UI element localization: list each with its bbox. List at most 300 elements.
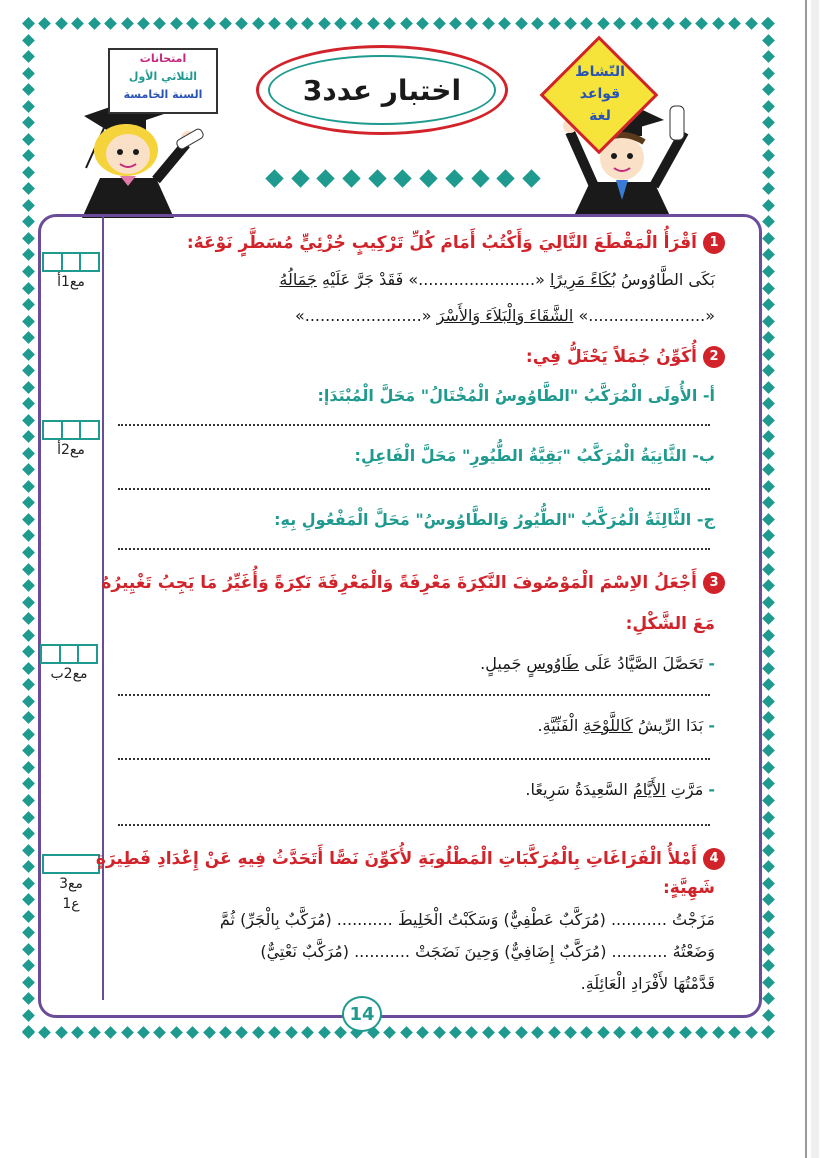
q1-text-mid: فَقَدْ جَرَّ عَلَيْهِ [321,270,404,289]
border-diamond [22,497,35,510]
border-diamond [762,959,775,972]
border-diamond [22,811,35,824]
border-diamond [170,1026,183,1039]
border-diamond [762,348,775,361]
border-diamond [548,1026,561,1039]
title-oval [256,45,508,135]
border-diamond [71,17,84,30]
border-diamond [22,348,35,361]
border-diamond [762,513,775,526]
border-diamond [22,298,35,311]
q4-text-line-2: وَضَعْتُهُ ........... (مُرَكَّبٌ إِضَافِيٌّ) وَحِينَ نَضَجَتْ ........... (مُرَكَّبٌ نَعْتِيٌّ) [260,942,715,961]
border-diamond [301,1026,314,1039]
border-diamond [728,1026,741,1039]
border-diamond [762,877,775,890]
border-diamond [22,265,35,278]
q3-sentence-2 [538,716,715,735]
border-diamond [695,1026,708,1039]
border-diamond [762,463,775,476]
border-diamond [121,1026,134,1039]
q3-answer-line-2[interactable] [118,758,710,760]
border-diamond [762,17,775,30]
border-diamond [762,992,775,1005]
q4-prompt-line-2: شَهِيَّةٍ: [663,878,715,898]
border-diamond [416,1026,429,1039]
border-diamond [71,1026,84,1039]
border-diamond [482,1026,495,1039]
border-diamond [762,497,775,510]
border-diamond [367,17,380,30]
border-diamond [445,169,463,187]
q1-prompt-text: اَقْرَأُ الْمَقْطَعَ التَّالِيَ وَأَكْتُبُ أَمَامَ كُلِّ تَرْكِيبٍ جُزْئِيٍّ مُسَطَّرٍ نَوْعَهُ: [186,233,697,253]
q2-prompt [526,346,725,368]
border-diamond [419,169,437,187]
border-diamond [22,430,35,443]
border-diamond [285,17,298,30]
grade-box-q1 [42,252,100,290]
border-diamond [597,17,610,30]
border-diamond [522,169,540,187]
border-diamond [646,1026,659,1039]
border-diamond [762,745,775,758]
q3-prompt-text: أَجْعَلُ الاِسْمَ الْمَوْصُوفَ النَّكِرَةَ مَعْرِفَةً وَالْمَعْرِفَةَ نَكِرَةً وَأُغَيِّرُ مَا يَجِبُ تَغْيِيرُهُ [101,573,697,593]
border-diamond [291,169,309,187]
border-diamond [318,17,331,30]
border-diamond [498,17,511,30]
border-diamond [22,182,35,195]
border-diamond [186,17,199,30]
border-diamond [762,761,775,774]
border-diamond [745,17,758,30]
border-diamond [762,1026,775,1039]
border-diamond [762,546,775,559]
border-diamond [394,169,412,187]
border-diamond [203,1026,216,1039]
q1-number: 1 [703,232,725,254]
border-diamond [762,943,775,956]
border-diamond [22,381,35,394]
title-diamond-row [268,172,538,185]
border-diamond [55,17,68,30]
border-diamond [265,169,283,187]
border-diamond [22,331,35,344]
border-diamond [466,17,479,30]
q3-answer-line-1[interactable] [118,694,710,696]
border-diamond [334,1026,347,1039]
border-diamond [342,169,360,187]
border-diamond [22,315,35,328]
border-diamond [496,169,514,187]
border-diamond [22,166,35,179]
border-diamond [22,116,35,129]
border-diamond [22,910,35,923]
grade-label-q3: مع2ب [50,666,88,682]
q2-item-c: ج- الثَّالِثَةُ الْمُرَكَّبُ "الطُّيُورُ وَالطَّاوُوسُ" مَحَلَّ الْمَفْعُولِ بِهِ: [274,510,715,529]
border-diamond [22,877,35,890]
border-diamond [22,1026,35,1039]
border-diamond [762,67,775,80]
border-diamond [400,1026,413,1039]
grade-box-q2 [42,420,100,458]
q1-underlined-3: الشَّقَاءَ وَالْبَلاَءَ وَالأَسْرَ [436,306,574,325]
q2-prompt-text: أُكَوِّنُ جُمَلاً يَحْتَلُّ فِي: [525,347,697,367]
activity-sign-line-3: لغة [589,108,611,124]
q4-text-line-1: مَزَجْتُ ........... (مُرَكَّبٌ عَطْفِيٌّ) وَسَكَبْتُ الْخَلِيطَ ........... (مُرَكَّبٌ بِالْجَرِّ) ثُمَّ [219,910,715,929]
q3-sentence-1 [480,654,715,673]
q3-bullet-3: - [708,780,715,799]
border-diamond [22,745,35,758]
border-diamond [383,1026,396,1039]
border-right [764,19,773,1037]
q1-text: بَكَى الطَّاوُوسُ [620,270,715,289]
border-diamond [22,629,35,642]
q3-sentence-3-post: السَّعِيدَةُ سَرِيعًا. [525,780,628,799]
border-diamond [762,976,775,989]
border-diamond [22,695,35,708]
border-diamond [679,17,692,30]
border-diamond [252,17,265,30]
border-diamond [762,629,775,642]
border-diamond [22,596,35,609]
q4-prompt [96,848,725,870]
border-diamond [663,1026,676,1039]
q2-item-b: ب- الثَّانِيَةُ الْمُرَكَّبُ "بَقِيَّةُ الطُّيُورِ" مَحَلَّ الْفَاعِلِ: [354,446,715,465]
border-diamond [762,596,775,609]
border-diamond [22,662,35,675]
border-diamond [762,1009,775,1022]
border-diamond [762,579,775,592]
border-diamond [22,926,35,939]
q1-blank-2[interactable]: «.......................» [578,306,715,325]
border-diamond [104,1026,117,1039]
q2-number: 2 [703,346,725,368]
border-diamond [433,17,446,30]
border-diamond [762,199,775,212]
border-diamond [531,1026,544,1039]
border-diamond [22,50,35,63]
border-bottom [24,1028,772,1037]
border-diamond [564,17,577,30]
border-diamond [762,315,775,328]
q3-bullet-1: - [708,654,715,673]
border-diamond [22,761,35,774]
border-diamond [630,17,643,30]
border-diamond [762,728,775,741]
border-diamond [22,844,35,857]
q1-underlined-2: جَمَالُهُ [279,270,317,289]
border-diamond [22,893,35,906]
border-diamond [762,778,775,791]
q3-sentence-2-underlined: كَاللَّوْحَةِ [583,716,633,735]
border-diamond [762,50,775,63]
border-diamond [334,17,347,30]
border-diamond [630,1026,643,1039]
border-diamond [762,811,775,824]
border-diamond [433,1026,446,1039]
q4-number: 4 [703,848,725,870]
border-diamond [613,1026,626,1039]
border-diamond [449,1026,462,1039]
border-diamond [383,17,396,30]
border-diamond [762,166,775,179]
border-diamond [88,17,101,30]
border-diamond [317,169,335,187]
border-diamond [762,282,775,295]
grade-label-q1: مع1أ [57,274,85,290]
q1-passage-line-1 [279,270,715,289]
border-diamond [762,447,775,460]
border-diamond [22,480,35,493]
grade-box-q3 [40,644,98,682]
border-diamond [762,612,775,625]
q3-prompt-line-2: مَعَ الشَّكْلِ: [625,614,715,634]
border-diamond [471,169,489,187]
border-diamond [22,976,35,989]
border-diamond [137,17,150,30]
border-diamond [762,397,775,410]
border-diamond [762,711,775,724]
border-diamond [498,1026,511,1039]
border-diamond [762,662,775,675]
border-diamond [762,844,775,857]
border-diamond [597,1026,610,1039]
activity-sign-line-2: قواعد [579,86,621,102]
border-diamond [22,414,35,427]
border-diamond [762,364,775,377]
border-diamond [268,17,281,30]
border-diamond [39,17,52,30]
border-diamond [646,17,659,30]
q1-passage-line-2 [295,306,715,325]
border-diamond [22,447,35,460]
border-left [24,19,33,1037]
border-diamond [22,364,35,377]
border-diamond [449,17,462,30]
border-diamond [515,1026,528,1039]
border-diamond [515,17,528,30]
border-diamond [203,17,216,30]
border-diamond [712,17,725,30]
border-diamond [22,397,35,410]
border-diamond [22,563,35,576]
grade-label-q2: مع2أ [57,442,85,458]
border-diamond [22,67,35,80]
q3-sentence-1-pre: تَحَصَّلَ الصَّيَّادُ عَلَى [584,654,704,673]
border-diamond [22,249,35,262]
exam-sign-line-3: السنة الخامسة [123,88,203,101]
border-diamond [762,827,775,840]
q3-sentence-2-pre: بَدَا الرِّيشُ [637,716,704,735]
q4-text-line-3: قَدَّمْتُهَا لأَفْرَادِ الْعَائِلَةِ. [580,974,715,993]
border-diamond [745,1026,758,1039]
border-diamond [186,1026,199,1039]
grade-label-q4-a: مع3 [59,876,83,892]
border-top [24,19,772,28]
q3-sentence-1-post: جَمِيلٍ. [480,654,522,673]
border-diamond [762,678,775,691]
border-diamond [22,992,35,1005]
q3-number: 3 [703,572,725,594]
border-diamond [762,414,775,427]
border-diamond [762,893,775,906]
q3-prompt [101,572,725,594]
page-title: اختبار عدد3 [268,55,496,125]
q3-sentence-3-underlined: الأَيَّامُ [632,780,666,799]
q3-sentence-3-pre: مَرَّتِ [670,780,704,799]
border-diamond [22,645,35,658]
border-diamond [104,17,117,30]
border-diamond [22,149,35,162]
border-diamond [762,249,775,262]
border-diamond [416,17,429,30]
border-diamond [580,1026,593,1039]
border-diamond [22,463,35,476]
border-diamond [22,579,35,592]
scan-edge-line [805,0,807,1158]
border-diamond [531,17,544,30]
border-diamond [762,860,775,873]
border-diamond [252,1026,265,1039]
border-diamond [55,1026,68,1039]
border-diamond [22,513,35,526]
border-diamond [679,1026,692,1039]
border-diamond [22,133,35,146]
border-diamond [762,265,775,278]
border-diamond [22,612,35,625]
grade-label-q4-b: ع1 [62,896,80,912]
exam-sign-line-2: الثلاثي الأول [128,70,198,83]
border-diamond [22,678,35,691]
border-diamond [351,17,364,30]
border-diamond [137,1026,150,1039]
border-diamond [121,17,134,30]
border-diamond [762,926,775,939]
border-diamond [22,34,35,47]
border-diamond [170,17,183,30]
border-diamond [22,959,35,972]
border-diamond [564,1026,577,1039]
border-diamond [762,794,775,807]
border-diamond [762,232,775,245]
q2-answer-line-c[interactable] [118,548,710,550]
border-diamond [285,1026,298,1039]
border-diamond [39,1026,52,1039]
border-diamond [762,563,775,576]
activity-sign-line-1: النّشاط [575,64,625,80]
border-diamond [762,430,775,443]
border-diamond [762,149,775,162]
border-diamond [695,17,708,30]
border-diamond [712,1026,725,1039]
q1-underlined-1: بُكَاءً مَرِيرًا [549,270,616,289]
border-diamond [762,381,775,394]
border-diamond [88,1026,101,1039]
grade-box-q4 [42,854,100,914]
border-diamond [22,530,35,543]
border-diamond [219,17,232,30]
border-diamond [548,17,561,30]
border-diamond [368,169,386,187]
border-diamond [22,728,35,741]
border-diamond [400,17,413,30]
border-diamond [762,480,775,493]
border-diamond [762,216,775,229]
border-diamond [268,1026,281,1039]
border-diamond [613,17,626,30]
q3-sentence-2-post: الْفَنِّيَّةِ. [537,716,579,735]
border-diamond [728,17,741,30]
exam-info-sign [108,48,218,114]
border-diamond [762,100,775,113]
border-diamond [762,182,775,195]
border-diamond [236,17,249,30]
border-diamond [762,530,775,543]
border-diamond [762,695,775,708]
border-diamond [22,860,35,873]
q3-sentence-1-underlined: طَاوُوسٍ [526,654,580,673]
border-diamond [22,827,35,840]
page-number: 14 [342,996,382,1032]
q1-prompt [187,232,725,254]
exam-sign-line-1: امتحانات [139,52,187,65]
border-diamond [22,282,35,295]
q2-item-a: أ- الأُولَى الْمُرَكَّبُ "الطَّاوُوسُ الْمُخْتَالُ" مَحَلَّ الْمُبْتَدَإ: [317,386,715,405]
border-diamond [762,645,775,658]
border-diamond [22,199,35,212]
border-diamond [762,83,775,96]
border-diamond [22,17,35,30]
grade-column-divider [102,214,104,1000]
border-diamond [580,17,593,30]
border-diamond [762,133,775,146]
q1-blank-1[interactable]: «.......................» [408,270,545,289]
border-diamond [22,100,35,113]
border-diamond [22,778,35,791]
q3-bullet-2: - [708,716,715,735]
border-diamond [482,17,495,30]
border-diamond [762,34,775,47]
border-diamond [22,711,35,724]
border-diamond [318,1026,331,1039]
scan-margin [811,0,819,1158]
border-diamond [22,546,35,559]
q3-answer-line-3[interactable] [118,824,710,826]
q1-blank-3[interactable]: «.......................» [294,306,432,325]
border-diamond [22,794,35,807]
border-diamond [22,232,35,245]
activity-sign [535,45,665,145]
border-diamond [22,943,35,956]
border-diamond [236,1026,249,1039]
border-diamond [219,1026,232,1039]
border-diamond [466,1026,479,1039]
q4-prompt-text: أَمْلأُ الْفَرَاغَاتِ بِالْمُرَكَّبَاتِ الْمَطْلُوبَةِ لأُكَوِّنَ نَصًّا أَتَحَدَّثُ فِيهِ عَنْ إِعْدَادِ فَطِيرَةٍ [95,849,697,869]
border-diamond [154,17,167,30]
border-diamond [762,298,775,311]
q2-answer-line-b[interactable] [118,488,710,490]
q3-sentence-3 [525,780,715,799]
border-diamond [154,1026,167,1039]
border-diamond [762,116,775,129]
border-diamond [22,83,35,96]
border-diamond [762,331,775,344]
border-diamond [22,1009,35,1022]
border-diamond [301,17,314,30]
border-diamond [663,17,676,30]
q2-answer-line-a[interactable] [118,424,710,426]
border-diamond [22,216,35,229]
border-diamond [762,910,775,923]
